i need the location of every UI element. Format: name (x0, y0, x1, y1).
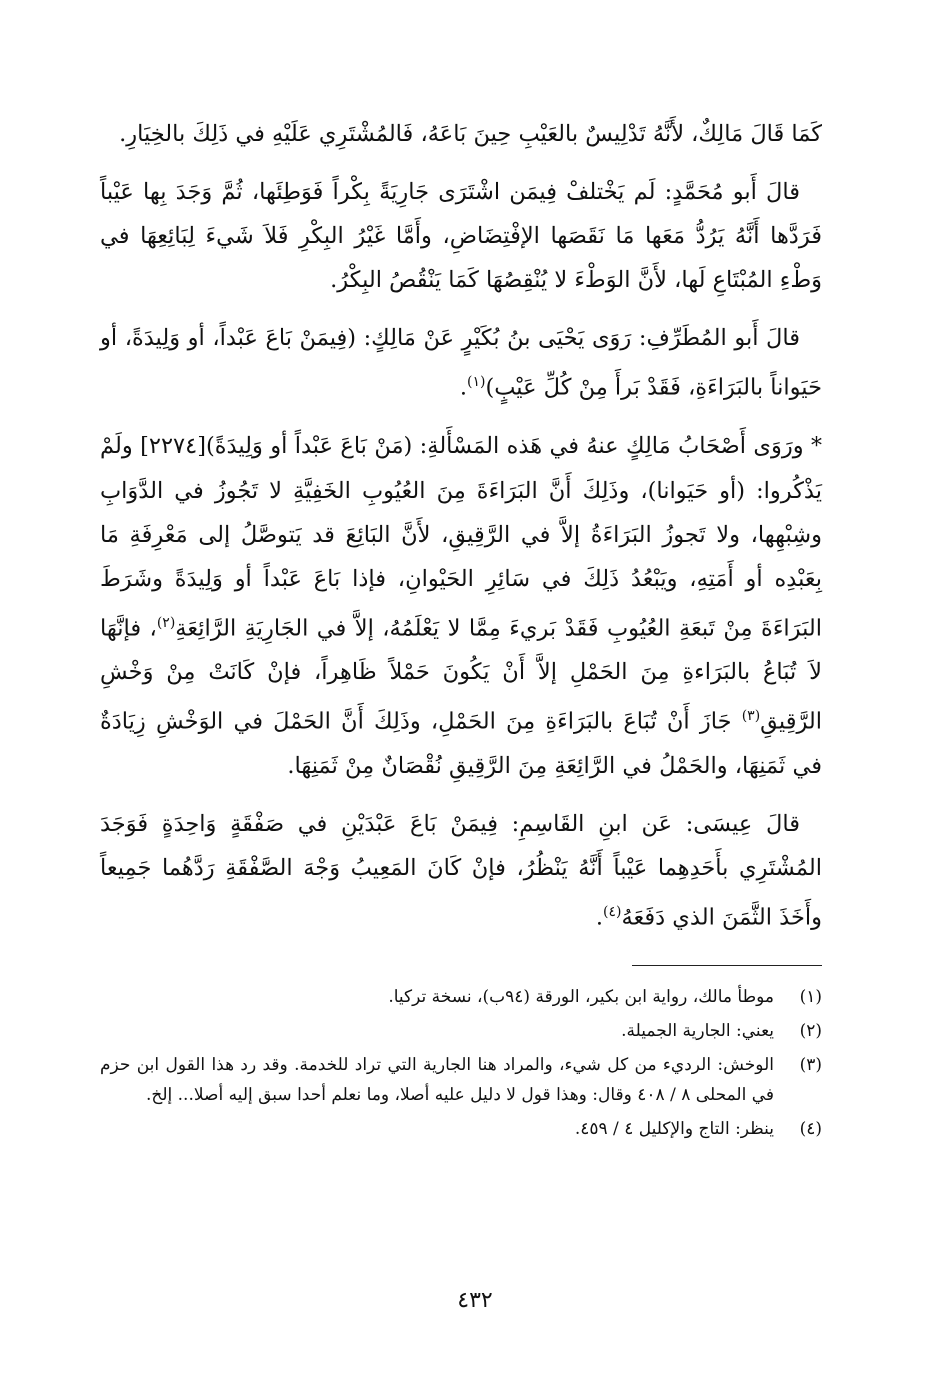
paragraph-4 (100, 424, 822, 788)
footnote-number: (٢) (799, 1021, 822, 1041)
paragraph-3 (100, 316, 822, 410)
paragraph-text: قالَ عِيسَى: عَن ابنِ القَاسِمِ: فِيمَنْ بَاعَ عَبْدَيْنِ في صَفْقَةٍ وَاحِدَةٍ فَوَجَدَ المُشْتَرِي بأَحَدِهِما عَيْباً أَنَّهُ يَنْظُرُ، فإنْ كَانَ المَعِيبُ وَجْهَ الصَّفْقَةِ رَدَّهُما جَمِيعاً وأَخَذَ الثَّمَنَ الذي دَفَعَهُ (100, 810, 822, 930)
footnote-item (100, 1050, 822, 1110)
paragraph-text: قالَ أَبو مُحَمَّدٍ: لَم يَخْتلفْ فِيمَن اشْتَرَى جَارِيَةً بِكْراً فَوَطِئَها، ثُمَّ وَجَدَ بِها عَيْباً فَرَدَّها أَنَّهُ يَرُدُّ مَعَها مَا نَقَصَها الإفْتِضَاضِ، وأَمَّا غَيْرُ البِكْرِ فَلاَ شَيءَ لِبَائِعِهَا في وَطْءِ المُبْتَاعِ لَها، لأَنَّ الوَطْءَ لا يُنْقِصُهَا كَمَا يَنْقُصُ البِكْرُ. (100, 179, 822, 293)
paragraph-tail: . (459, 374, 467, 401)
footnote-text: موطأ مالك، رواية ابن بكير، الورقة (٩٤ب)، نسخة تركيا. (388, 987, 774, 1007)
footnote-reference[interactable]: (٤) (602, 903, 622, 920)
paragraph-tail: . (595, 904, 603, 930)
paragraph-5 (100, 802, 822, 940)
page-number: ٤٣٢ (457, 1288, 493, 1313)
paragraph-text: كَمَا قَالَ مَالِكٌ، لأَنَّهُ تَدْلِيسٌ بالعَيْبِ حِينَ بَاعَهُ، فَالمُشْتَرِي عَلَيْهِ في ذَلِكَ بالخِيَارِ. (119, 121, 822, 147)
footnote-text: ينظر: التاج والإكليل ٤ / ٤٥٩. (574, 1119, 774, 1139)
paragraph-tail: جَازَ أَنْ تُبَاعَ بالبَرَاءَةِ مِنَ الحَمْلِ، وذَلِكَ أَنَّ الحَمْلَ في الوَخْشِ زِيَادَةٌ في ثَمَنِهَا، والحَمْلُ في الرَّائِعَةِ مِنَ الرَّقِيقِ نُقْصَانٌ مِنْ ثَمَنِهَا. (100, 708, 822, 779)
footnotes-list (100, 982, 822, 1144)
footnote-item (100, 1016, 822, 1046)
footnote-text: يعني: الجارية الجميلة. (621, 1021, 774, 1041)
paragraph-tail: ، فإنَّهَا لاَ تُبَاعُ بالبَرَاءةِ مِنَ الحَمْلِ إلاَّ أَنْ يَكُونَ حَمْلاً ظَاهِراً، فإنْ كَانَتْ مِنْ وَخْشِ الرَّقِيقِ (100, 615, 822, 735)
paragraph-2 (100, 170, 822, 302)
footnote-number: (٤) (799, 1119, 822, 1139)
footnote-item (100, 1114, 822, 1144)
footnote-item (100, 982, 822, 1012)
footnote-reference[interactable]: (٢) (156, 614, 176, 631)
footnote-text: الوخش: الرديء من كل شيء، والمراد هنا الجارية التي تراد للخدمة. وقد رد هذا القول ابن حزم في المحلى ٨ / ٤٠٨ وقال: وهذا قول لا دليل عليه أصلا، وما نعلم أحدا سبق إليه أصلا... إلخ. (100, 1055, 774, 1105)
footnote-divider (632, 965, 822, 966)
footnote-reference[interactable]: (٣) (741, 708, 761, 724)
paragraph-1 (100, 112, 822, 156)
footnote-number: (١) (799, 987, 822, 1007)
asterisk-marker: * (811, 433, 822, 459)
paragraph-text: ورَوَى أَصْحَابُ مَالِكٍ عنهُ في هَذه المَسْأَلةِ: (مَنْ بَاعَ عَبْداً أو وَلِيدَةً)[٢٢٧٤] ولَمْ يَذْكُروا: (أو حَيَوانا)، وذَلِكَ أَنَّ البَرَاءَةَ مِنَ العُيُوبِ الخَفِيَّةِ لا تَجُوزُ في الدَّوَابِ وشِبْهِها، ولا تَجوزُ البَرَاءَةُ إلاَّ في الرَّقِيقِ، لأَنَّ البَائِعَ قد يَتوصَّلُ إلى مَعْرِفَةِ مَا بِعَبْدِه أو أَمَتِهِ، ويَبْعُدُ ذَلِكَ في سَائِرِ الحَيْوانِ، فإذا بَاعَ عَبْداً أو وَلِيدَةً وشَرَطَ البَرَاءَةَ مِنْ تَبعَةِ العُيُوبِ فَقَدْ بَريءَ مِمَّا لا يَعْلَمُهُ، إلاَّ في الجَارِيَةِ الرَّائِعَةِ (100, 432, 822, 641)
paragraph-text: قالَ أَبو المُطَرِّفِ: رَوَى يَحْيَى بنُ بُكَيْرٍ عَنْ مَالِكٍ: (فِيمَنْ بَاعَ عَبْداً، أو وَلِيدَةً، أو حَيَواناً بالبَرَاءَةِ، فَقَدْ بَرأَ مِنْ كُلِّ عَيْبٍ) (100, 325, 822, 401)
page-content (100, 112, 822, 1383)
footnote-number: (٣) (799, 1055, 822, 1075)
footnote-reference[interactable]: (١) (466, 374, 486, 390)
